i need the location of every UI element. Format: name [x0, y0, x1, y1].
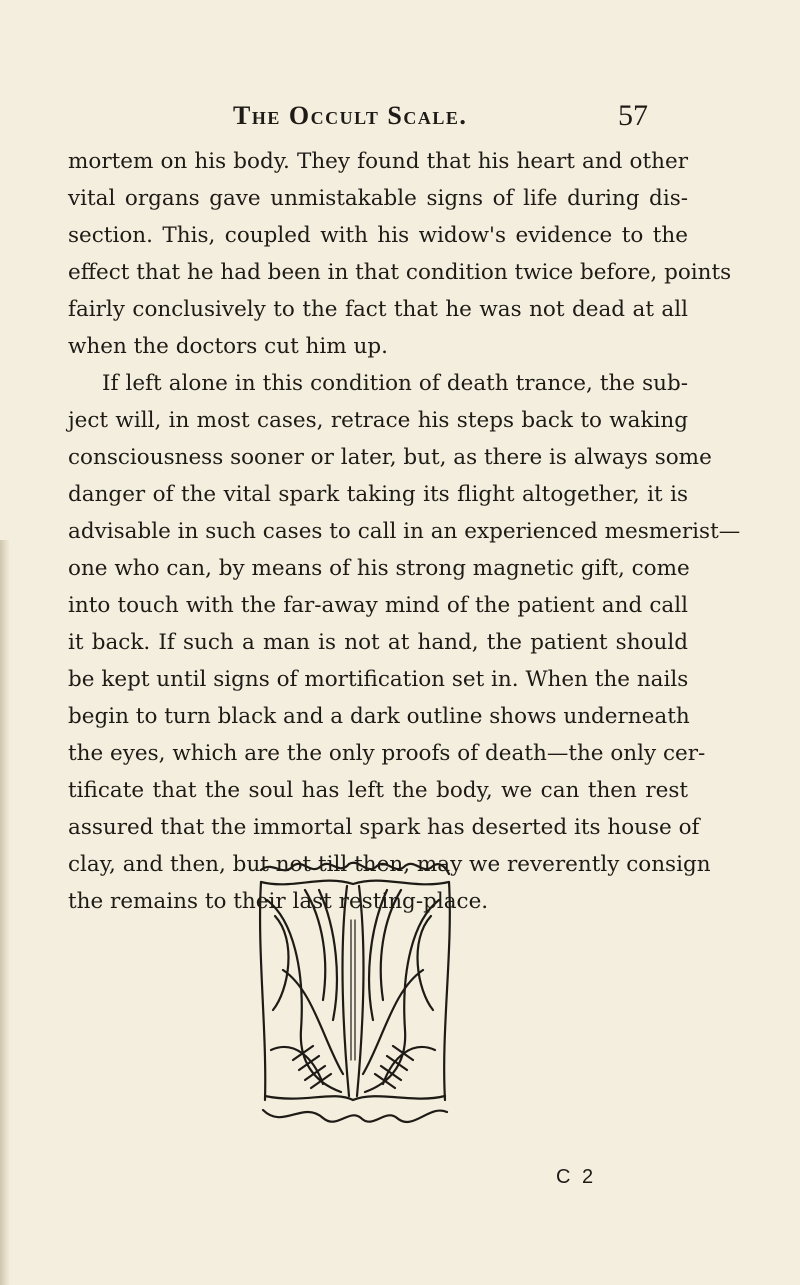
text-line: one who can, by means of his strong magnetic gift, come	[68, 556, 690, 581]
text-line: section. This, coupled with his widow's evidence to the	[68, 223, 688, 248]
text-line: vital organs gave unmistakable signs of life during dis-	[68, 186, 688, 211]
art-nouveau-tailpiece-icon	[253, 860, 453, 1132]
text-line: consciousness sooner or later, but, as there is always some	[68, 445, 712, 470]
text-line: clay, and then, but not till then, may we reverently consign	[68, 852, 711, 877]
page-edge-shadow	[0, 540, 10, 1285]
text-line: when the doctors cut him up.	[68, 334, 388, 359]
text-line: assured that the immortal spark has deserted its house of	[68, 815, 700, 840]
text-line: ject will, in most cases, retrace his steps back to waking	[68, 408, 688, 433]
running-head	[0, 99, 800, 139]
text-line: danger of the vital spark taking its flight altogether, it is	[68, 482, 688, 507]
text-line: begin to turn black and a dark outline shows underneath	[68, 704, 690, 729]
text-line: be kept until signs of mortification set in. When the nails	[68, 667, 689, 692]
text-line: fairly conclusively to the fact that he was not dead at all	[68, 297, 688, 322]
text-line: the eyes, which are the only proofs of death—the only cer-	[68, 741, 706, 766]
text-line: into touch with the far-away mind of the patient and call	[68, 593, 688, 618]
text-line: it back. If such a man is not at hand, the patient should	[68, 630, 688, 655]
text-line: the remains to their last resting-place.	[68, 889, 489, 914]
text-line: If left alone in this condition of death trance, the sub-	[102, 371, 688, 396]
text-line: mortem on his body. They found that his heart and other	[68, 149, 688, 174]
text-body	[68, 143, 741, 920]
page-number: 57	[618, 99, 648, 132]
text-line: effect that he had been in that condition twice before, points	[68, 260, 732, 285]
text-line: tificate that the soul has left the body, we can then rest	[68, 778, 688, 803]
running-title: The Occult Scale.	[233, 101, 468, 130]
signature-mark: C 2	[556, 1166, 597, 1188]
text-line: advisable in such cases to call in an experienced mesmerist—	[68, 519, 741, 544]
